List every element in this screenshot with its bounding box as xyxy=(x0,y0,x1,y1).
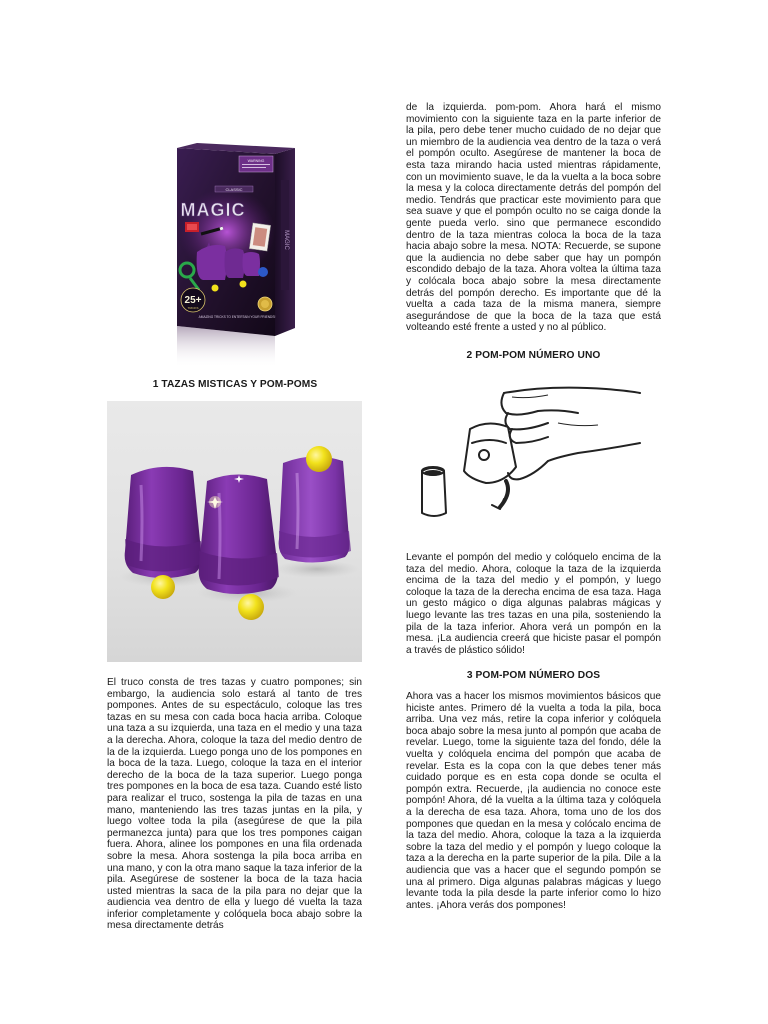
cups-photo xyxy=(107,401,362,662)
tricks-badge: 25+ xyxy=(184,295,202,306)
section-heading-1: 1 TAZAS MISTICAS Y POM-POMS xyxy=(152,379,318,390)
product-box-image xyxy=(163,140,311,368)
brand-logo: MAGIC xyxy=(180,200,246,220)
pompom-one-paragraph: Levante el pompón del medio y colóquelo encima de la taza del medio. Ahora, coloque la taza de la izquierda encima de la taza del medio y el pompón, y luego coloque la taza de la derecha encima de esa taza. Haga un gesto mágico o diga algunas palabras mágicas y luego levante las tres tazas en una pila, sosteniendo la pila de la taza inferior. Ahora verá un pompón en la mesa. ¡La audiencia creerá que hiciste pasar el pompón a través de plástico sólido! xyxy=(406,552,661,656)
intro-paragraph: El truco consta de tres tazas y cuatro pompones; sin embargo, la audiencia solo estará al tanto de tres pompones. Antes de su espectáculo, coloque las tres tazas en su mesa con cada boca hacia arriba. Coloque una taza a su izquierda, una taza en el medio y una taza a la derecha. Ahora, coloque la taza del medio dentro de la de la izquierda. Luego ponga uno de los pompones en la boca de la taza. Luego, coloque la taza en el interior derecho de la boca de la taza superior. Luego ponga tres pompones en la boca de esa taza. Cuando esté listo para realizar el truco, sostenga la pila de tazas en una mano, manteniendo las tres tazas juntas en la pila, y luego voltee toda la pila (asegúrese de que la pila permanezca junta) para que los tres pompones caigan fuera. Ahora, alinee los pompones en una fila ordenada sobre la mesa. Ahora sostenga la pila boca arriba en una mano, y con la otra mano saque la taza inferior de la pila. Asegúrese de sostener la boca de la taza hacia usted mientras la saca de la pila para no dejar que la audiencia vea dentro de ella y luego dé vuelta la taza inferior completamente y colóquela boca abajo sobre la mesa directamente detrás xyxy=(107,677,362,932)
section-heading-2: 2 POM-POM NÚMERO UNO xyxy=(466,350,601,361)
section-heading-3: 3 POM-POM NÚMERO DOS xyxy=(466,670,601,681)
hand-lifting-cup-illustration xyxy=(408,383,658,523)
box-side-brand: MAGIC xyxy=(283,230,289,250)
classic-label: CLASSIC xyxy=(225,187,243,192)
pompom-two-paragraph: Ahora vas a hacer los mismos movimientos básicos que hiciste antes. Primero dé la vuelta a toda la pila, boca arriba. Una vez más, retire la copa inferior y colóquela boca abajo sobre la mesa junto al pompón que acaba de revelar. Luego, tome la siguiente taza del fondo, déle la vuelta y colóquela encima del pompón que acaba de revelar. Esta es la copa con la que debes tener más cuidado porque es en esta copa donde se oculta el pompón extra. Recuerde, ¡la audiencia no conoce este pompón! Ahora, dé la vuelta a la última taza y colóquela a la derecha de esa taza. Ahora, toma uno de los dos pompones que quedan en la mesa y colócalo encima de la taza del medio. Ahora, coloque la taza a la izquierda sobre la taza del medio y el pompón y luego coloque la taza a la derecha en la parte superior de la pila. Dile a la audiencia que vas a hacer que el segundo pompón se una al primero. Diga algunas palabras mágicas y luego levante toda la pila desde la parte inferior como lo hizo antes. ¡Ahora verás dos pompones! xyxy=(406,691,661,911)
warning-label: WARNING xyxy=(247,159,265,163)
continuation-paragraph: de la izquierda. pom-pom. Ahora hará el mismo movimiento con la siguiente taza en la parte inferior de la pila, pero debe tener mucho cuidado de no dejar que un miembro de la audiencia vea dentro de la taza o verá el pompón oculto. Asegúrese de mantener la boca de esta taza mirando hacia usted mientras rápidamente, con un movimiento suave, le da la vuelta a la boca sobre la mesa y la coloca directamente detrás del pompón del medio. Tendrás que practicar este movimiento para que sea suave y que el pompón oculto no se caiga donde la gente pueda verlo. sino que permanece escondido dentro de la taza mientras coloca la boca de la taza hacia abajo sobre la mesa. NOTA: Recuerde, se supone que la audiencia no debe saber que hay un pompón escondido debajo de la taza. Ahora voltea la última taza y colócala boca abajo sobre la mesa directamente detrás del pompón derecho. Es importante que dé la vuelta a cada taza de la misma manera, siempre asegurándose de que la boca de la taza que está volteando esté frente a usted y no al público. xyxy=(406,102,661,334)
box-tagline: AMAZING TRICKS TO ENTERTAIN YOUR FRIENDS! xyxy=(198,315,276,319)
tricks-badge-sub: TRICKS xyxy=(187,306,199,310)
